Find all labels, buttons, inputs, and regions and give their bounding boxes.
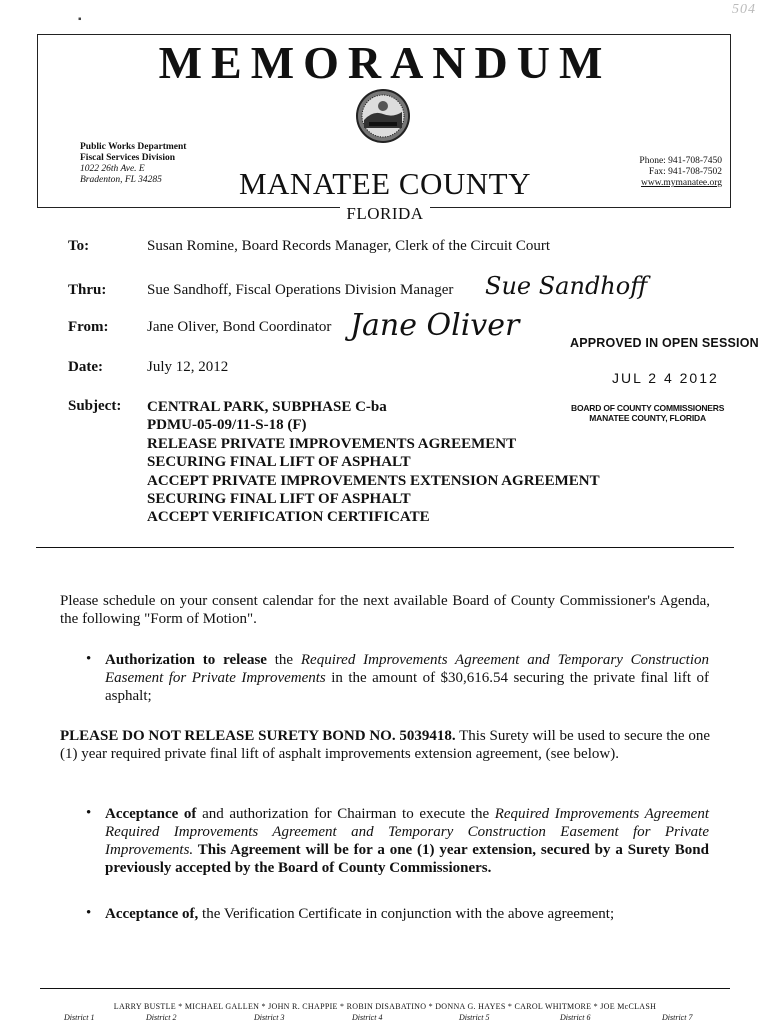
bullet-icon: •: [86, 805, 92, 821]
thru-signature: Sue Sandhoff: [485, 272, 648, 300]
bullet-icon: •: [86, 905, 92, 921]
from-label: From:: [68, 319, 109, 335]
county-seal-icon: [355, 88, 411, 144]
website-link[interactable]: www.mymanatee.org: [641, 178, 722, 188]
subject-line: PDMU-05-09/11-S-18 (F): [147, 417, 307, 434]
district-label: District 6: [560, 1013, 591, 1022]
subject-line: ACCEPT PRIVATE IMPROVEMENTS EXTENSION AGREEMENT: [147, 472, 600, 489]
date-value: July 12, 2012: [147, 359, 229, 375]
county-name: MANATEE COUNTY: [238, 166, 531, 201]
subject-lines: [147, 398, 600, 527]
scan-mark: ▪: [78, 14, 82, 25]
footer-divider: [40, 988, 730, 989]
state-label: FLORIDA: [340, 204, 429, 223]
memo-title: MEMORANDUM: [158, 37, 612, 88]
bullet-verification: [105, 905, 709, 923]
page-number-mark: 504: [732, 2, 756, 17]
bullet-bold: This Agreement will be for a one (1) year extension, secured by a Surety Bond previously accepted by the Board of County Commissioners.: [105, 842, 709, 876]
bullet-text: the Verification Certificate in conjunction with the above agreement;: [198, 906, 615, 922]
board-line: BOARD OF COUNTY COMMISSIONERS: [571, 403, 725, 413]
bullet-lead: Authorization to release: [105, 652, 267, 668]
bullet-release: [105, 651, 709, 705]
district-label: District 5: [459, 1013, 490, 1022]
district-label: District 1: [64, 1013, 95, 1022]
notice-bold: PLEASE DO NOT RELEASE SURETY BOND NO. 5039418.: [60, 728, 456, 744]
street-address: 1022 26th Ave. E: [80, 164, 145, 174]
subject-line: SECURING FINAL LIFT OF ASPHALT: [147, 454, 411, 471]
state-name: [0, 204, 770, 224]
bullet-text: and authorization for Chairman to execute the: [196, 806, 495, 822]
bullet-lead: Acceptance of,: [105, 906, 199, 922]
subject-line: SECURING FINAL LIFT OF ASPHALT: [147, 491, 411, 508]
commissioners-list: LARRY BUSTLE * MICHAEL GALLEN * JOHN R. CHAPPIE * ROBIN DISABATINO * DONNA G. HAYES * CAROL WHITMORE * JOE McCLASH: [113, 1002, 657, 1011]
district-label: District 2: [146, 1013, 177, 1022]
subject-line: RELEASE PRIVATE IMPROVEMENTS AGREEMENT: [147, 435, 517, 452]
thru-label: Thru:: [68, 282, 107, 298]
board-stamp: [571, 403, 724, 423]
to-value: Susan Romine, Board Records Manager, Clerk of the Circuit Court: [147, 238, 551, 254]
district-label: District 4: [352, 1013, 383, 1022]
bullet-icon: •: [86, 651, 92, 667]
subject-line: CENTRAL PARK, SUBPHASE C-ba: [147, 399, 387, 415]
bullet-italic: Required Improvements Agreement and Temporary Construction Easement for Private Improvements: [105, 652, 709, 686]
fax-number: Fax: 941-708-7502: [648, 167, 722, 177]
bullet-lead: Acceptance of: [105, 806, 197, 822]
bullet-text: in the amount of $30,616.54 securing the private final lift of asphalt;: [105, 670, 710, 704]
subject-line: ACCEPT VERIFICATION CERTIFICATE: [147, 509, 430, 526]
bullet-italic: Required Improvements Agreement Required Improvements Agreement and Temporary Construction Easement for Private Improvements.: [105, 806, 709, 858]
date-label: Date:: [68, 359, 103, 375]
notice-text: This Surety will be used to secure the one (1) year required private final lift of asphalt improvements extension agreement, (see below).: [60, 728, 710, 762]
city-address: Bradenton, FL 34285: [80, 175, 162, 185]
notice-paragraph: [60, 727, 710, 763]
from-value: Jane Oliver, Bond Coordinator: [147, 319, 332, 335]
subject-label: Subject:: [68, 398, 122, 414]
approval-date: JUL 2 4 2012: [612, 370, 719, 386]
intro-paragraph: Please schedule on your consent calendar for the next available Board of County Commissioner's Agenda, the following "Form of Motion".: [60, 593, 710, 627]
bullet-text: the: [266, 652, 301, 668]
phone-number: Phone: 941-708-7450: [639, 156, 722, 166]
from-signature: Jane Oliver: [350, 308, 520, 343]
divider: [36, 547, 734, 548]
district-label: District 7: [662, 1013, 693, 1022]
division-name: Fiscal Services Division: [80, 153, 175, 163]
approval-stamp: APPROVED IN OPEN SESSION: [570, 336, 759, 350]
to-label: To:: [68, 238, 90, 254]
department-name: Public Works Department: [80, 142, 187, 152]
district-label: District 3: [254, 1013, 285, 1022]
board-line: MANATEE COUNTY, FLORIDA: [589, 413, 706, 423]
thru-value: Sue Sandhoff, Fiscal Operations Division Manager: [147, 282, 454, 298]
bullet-acceptance: [105, 805, 709, 877]
